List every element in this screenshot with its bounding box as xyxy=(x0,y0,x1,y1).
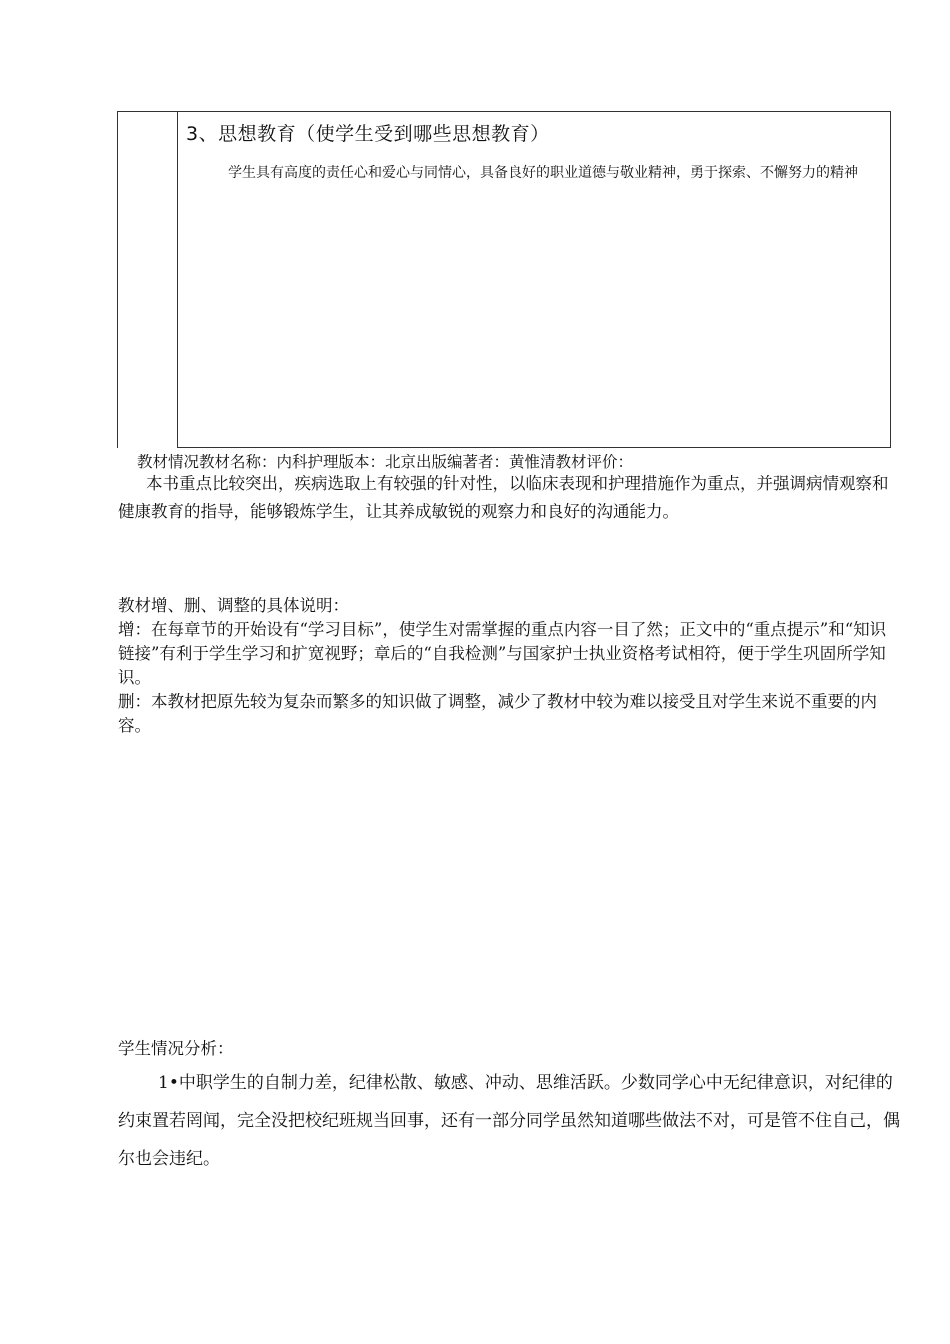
table-top-border xyxy=(117,111,178,112)
adjustments-deletions: 删：本教材把原先较为复杂而繁多的知识做了调整，减少了教材中较为难以接受且对学生来说不重要的内容。 xyxy=(118,692,877,735)
adjustments-heading: 教材增、删、调整的具体说明： xyxy=(118,596,349,615)
adjustments-additions: 增：在每章节的开始设有“学习目标”，使学生对需掌握的重点内容一目了然；正文中的“重点提示”和“知识链接”有利于学生学习和扩宽视野；章后的“自我检测”与国家护士执业资格考试相符，便于学生巩固所学知识。 xyxy=(118,620,887,687)
textbook-evaluation: 本书重点比较突出，疾病选取上有较强的针对性，以临床表现和护理措施作为重点，并强调病情观察和健康教育的指导，能够锻炼学生，让其养成敏锐的观察力和良好的沟通能力。 xyxy=(118,474,889,521)
ideology-body: 学生具有高度的责任心和爱心与同情心，具备良好的职业道德与敬业精神，勇于探索、不懈努力的精神 xyxy=(228,165,858,181)
students-heading: 学生情况分析： xyxy=(118,1039,234,1058)
table-left-border xyxy=(117,111,118,448)
ideology-heading: 3、思想教育（使学生受到哪些思想教育） xyxy=(186,123,550,145)
students-point-1: 1•中职学生的自制力差，纪律松散、敏感、冲动、思维活跃。少数同学心中无纪律意识，对纪律的约束置若罔闻，完全没把校纪班规当回事，还有一部分同学虽然知道哪些做法不对，可是管不住自己，偶尔也会违纪。 xyxy=(118,1073,900,1169)
textbook-info-line: 教材情况教材名称：内科护理版本：北京出版编著者：黄惟清教材评价： xyxy=(137,453,634,471)
adjustments-section xyxy=(118,594,898,738)
